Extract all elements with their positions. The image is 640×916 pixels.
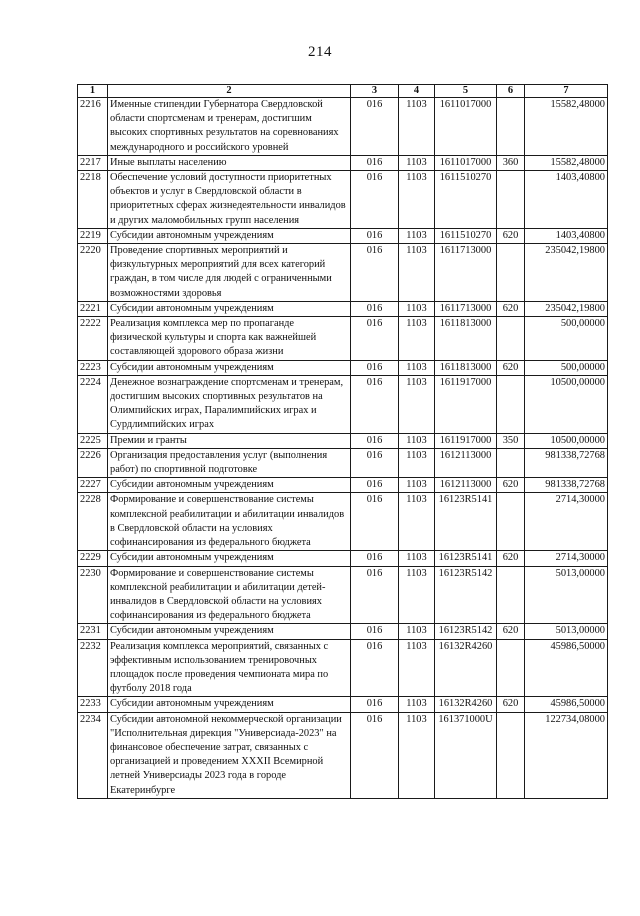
- row-amount: 10500,00000: [525, 375, 608, 433]
- row-amount: 981338,72768: [525, 448, 608, 477]
- row-expense-type: 620: [497, 360, 525, 375]
- row-expense-type: 620: [497, 478, 525, 493]
- row-department-code: 016: [351, 566, 399, 624]
- row-target-article: 1611510270: [435, 171, 497, 229]
- table-row: [78, 171, 608, 229]
- row-expense-type: 620: [497, 551, 525, 566]
- row-name: Премии и гранты: [108, 433, 351, 448]
- row-number: 2218: [78, 171, 108, 229]
- row-target-article: 16132R4260: [435, 639, 497, 697]
- row-amount: 15582,48000: [525, 98, 608, 156]
- row-amount: 235042,19800: [525, 244, 608, 302]
- row-target-article: 16123R5141: [435, 493, 497, 551]
- row-target-article: 1611813000: [435, 360, 497, 375]
- row-number: 2232: [78, 639, 108, 697]
- table-row: [78, 624, 608, 639]
- row-name: Реализация комплекса мероприятий, связанных с эффективным использованием тренировочных площадок после проведения чемпионата мира по футболу 2018 года: [108, 639, 351, 697]
- row-expense-type: 620: [497, 228, 525, 243]
- table-row: [78, 433, 608, 448]
- row-name: Субсидии автономным учреждениям: [108, 478, 351, 493]
- row-name: Субсидии автономным учреждениям: [108, 697, 351, 712]
- row-section-code: 1103: [399, 639, 435, 697]
- row-number: 2229: [78, 551, 108, 566]
- header-cell-3: 3: [351, 85, 399, 98]
- row-section-code: 1103: [399, 244, 435, 302]
- row-number: 2217: [78, 155, 108, 170]
- row-department-code: 016: [351, 624, 399, 639]
- table-row: [78, 155, 608, 170]
- row-section-code: 1103: [399, 360, 435, 375]
- row-target-article: 161371000U: [435, 712, 497, 798]
- row-name: Субсидии автономным учреждениям: [108, 360, 351, 375]
- row-amount: 1403,40800: [525, 228, 608, 243]
- row-department-code: 016: [351, 375, 399, 433]
- row-number: 2227: [78, 478, 108, 493]
- row-name: Проведение спортивных мероприятий и физкультурных мероприятий для всех категорий граждан, в том числе для людей с ограниченными возможностями здоровья: [108, 244, 351, 302]
- row-department-code: 016: [351, 98, 399, 156]
- row-number: 2228: [78, 493, 108, 551]
- row-expense-type: [497, 639, 525, 697]
- row-target-article: 1611510270: [435, 228, 497, 243]
- row-number: 2233: [78, 697, 108, 712]
- table-row: [78, 244, 608, 302]
- row-section-code: 1103: [399, 98, 435, 156]
- row-target-article: 1611917000: [435, 375, 497, 433]
- row-section-code: 1103: [399, 493, 435, 551]
- header-cell-4: 4: [399, 85, 435, 98]
- row-target-article: 1611713000: [435, 301, 497, 316]
- row-section-code: 1103: [399, 478, 435, 493]
- row-name: Иные выплаты населению: [108, 155, 351, 170]
- row-name: Именные стипендии Губернатора Свердловской области спортсменам и тренерам, достигшим высоких спортивных результатов на соревнованиях международного и российского уровней: [108, 98, 351, 156]
- row-target-article: 16132R4260: [435, 697, 497, 712]
- table-row: [78, 98, 608, 156]
- row-expense-type: [497, 448, 525, 477]
- header-cell-6: 6: [497, 85, 525, 98]
- row-department-code: 016: [351, 317, 399, 361]
- row-target-article: 1611713000: [435, 244, 497, 302]
- table-row: [78, 317, 608, 361]
- row-department-code: 016: [351, 639, 399, 697]
- row-target-article: 16123R5141: [435, 551, 497, 566]
- row-amount: 2714,30000: [525, 493, 608, 551]
- row-name: Обеспечение условий доступности приоритетных объектов и услуг в Свердловской области в приоритетных сферах жизнедеятельности инвалидов и других маломобильных групп населения: [108, 171, 351, 229]
- row-department-code: 016: [351, 712, 399, 798]
- row-expense-type: 620: [497, 624, 525, 639]
- row-target-article: 1611813000: [435, 317, 497, 361]
- row-department-code: 016: [351, 228, 399, 243]
- row-target-article: 16123R5142: [435, 566, 497, 624]
- row-number: 2225: [78, 433, 108, 448]
- row-department-code: 016: [351, 448, 399, 477]
- row-number: 2234: [78, 712, 108, 798]
- row-expense-type: [497, 566, 525, 624]
- row-target-article: 1612113000: [435, 478, 497, 493]
- table-row: [78, 551, 608, 566]
- row-name: Денежное вознаграждение спортсменам и тренерам, достигшим высоких спортивных результатов на Олимпийских играх, Паралимпийских играх и Сурдлимпийских играх: [108, 375, 351, 433]
- table-body: [78, 98, 608, 799]
- row-section-code: 1103: [399, 317, 435, 361]
- row-target-article: 1611017000: [435, 98, 497, 156]
- row-amount: 1403,40800: [525, 171, 608, 229]
- row-section-code: 1103: [399, 171, 435, 229]
- table-row: [78, 639, 608, 697]
- row-name: Реализация комплекса мер по пропаганде физической культуры и спорта как важнейшей составляющей здорового образа жизни: [108, 317, 351, 361]
- row-amount: 15582,48000: [525, 155, 608, 170]
- row-section-code: 1103: [399, 433, 435, 448]
- row-expense-type: [497, 244, 525, 302]
- row-expense-type: [497, 375, 525, 433]
- row-number: 2223: [78, 360, 108, 375]
- row-section-code: 1103: [399, 712, 435, 798]
- row-number: 2231: [78, 624, 108, 639]
- row-department-code: 016: [351, 244, 399, 302]
- row-number: 2222: [78, 317, 108, 361]
- row-amount: 45986,50000: [525, 697, 608, 712]
- row-name: Организация предоставления услуг (выполнения работ) по спортивной подготовке: [108, 448, 351, 477]
- row-section-code: 1103: [399, 624, 435, 639]
- row-amount: 122734,08000: [525, 712, 608, 798]
- row-section-code: 1103: [399, 155, 435, 170]
- table-row: [78, 301, 608, 316]
- row-department-code: 016: [351, 433, 399, 448]
- row-number: 2230: [78, 566, 108, 624]
- row-number: 2226: [78, 448, 108, 477]
- row-number: 2224: [78, 375, 108, 433]
- row-department-code: 016: [351, 301, 399, 316]
- table-row: [78, 712, 608, 798]
- row-amount: 5013,00000: [525, 624, 608, 639]
- row-department-code: 016: [351, 551, 399, 566]
- row-name: Субсидии автономной некоммерческой организации "Исполнительная дирекция "Универсиада-2023" на финансовое обеспечение затрат, связанных с организацией и проведением XXXII Всемирной летней Универсиады 2023 года в городе Екатеринбурге: [108, 712, 351, 798]
- table-row: [78, 360, 608, 375]
- table-row: [78, 697, 608, 712]
- row-target-article: 1612113000: [435, 448, 497, 477]
- row-section-code: 1103: [399, 566, 435, 624]
- row-section-code: 1103: [399, 448, 435, 477]
- row-amount: 981338,72768: [525, 478, 608, 493]
- row-department-code: 016: [351, 697, 399, 712]
- row-amount: 45986,50000: [525, 639, 608, 697]
- row-section-code: 1103: [399, 551, 435, 566]
- row-expense-type: 620: [497, 301, 525, 316]
- table-header-row: [78, 85, 608, 98]
- row-amount: 500,00000: [525, 360, 608, 375]
- row-department-code: 016: [351, 155, 399, 170]
- row-amount: 5013,00000: [525, 566, 608, 624]
- row-amount: 10500,00000: [525, 433, 608, 448]
- row-section-code: 1103: [399, 375, 435, 433]
- row-department-code: 016: [351, 360, 399, 375]
- row-target-article: 1611017000: [435, 155, 497, 170]
- row-name: Субсидии автономным учреждениям: [108, 301, 351, 316]
- row-section-code: 1103: [399, 228, 435, 243]
- row-expense-type: [497, 712, 525, 798]
- row-target-article: 1611917000: [435, 433, 497, 448]
- budget-table: [77, 84, 608, 799]
- row-expense-type: [497, 98, 525, 156]
- row-department-code: 016: [351, 478, 399, 493]
- row-name: Субсидии автономным учреждениям: [108, 551, 351, 566]
- row-department-code: 016: [351, 171, 399, 229]
- table-row: [78, 448, 608, 477]
- row-name: Субсидии автономным учреждениям: [108, 624, 351, 639]
- table-row: [78, 375, 608, 433]
- row-amount: 235042,19800: [525, 301, 608, 316]
- row-name: Субсидии автономным учреждениям: [108, 228, 351, 243]
- header-cell-1: 1: [78, 85, 108, 98]
- row-number: 2219: [78, 228, 108, 243]
- row-expense-type: [497, 493, 525, 551]
- table-row: [78, 228, 608, 243]
- row-section-code: 1103: [399, 301, 435, 316]
- row-number: 2216: [78, 98, 108, 156]
- page-number: 214: [308, 44, 332, 60]
- row-section-code: 1103: [399, 697, 435, 712]
- row-amount: 2714,30000: [525, 551, 608, 566]
- header-cell-2: 2: [108, 85, 351, 98]
- row-number: 2221: [78, 301, 108, 316]
- row-expense-type: 620: [497, 697, 525, 712]
- row-expense-type: 360: [497, 155, 525, 170]
- table-row: [78, 493, 608, 551]
- header-cell-7: 7: [525, 85, 608, 98]
- row-expense-type: [497, 171, 525, 229]
- row-department-code: 016: [351, 493, 399, 551]
- row-expense-type: 350: [497, 433, 525, 448]
- row-amount: 500,00000: [525, 317, 608, 361]
- header-cell-5: 5: [435, 85, 497, 98]
- table-row: [78, 566, 608, 624]
- row-number: 2220: [78, 244, 108, 302]
- row-name: Формирование и совершенствование системы комплексной реабилитации и абилитации детей-инвалидов в Свердловской области на условиях софинансирования из федерального бюджета: [108, 566, 351, 624]
- row-expense-type: [497, 317, 525, 361]
- row-target-article: 16123R5142: [435, 624, 497, 639]
- table-row: [78, 478, 608, 493]
- row-name: Формирование и совершенствование системы комплексной реабилитации и абилитации инвалидов в Свердловской области на условиях софинансирования из федерального бюджета: [108, 493, 351, 551]
